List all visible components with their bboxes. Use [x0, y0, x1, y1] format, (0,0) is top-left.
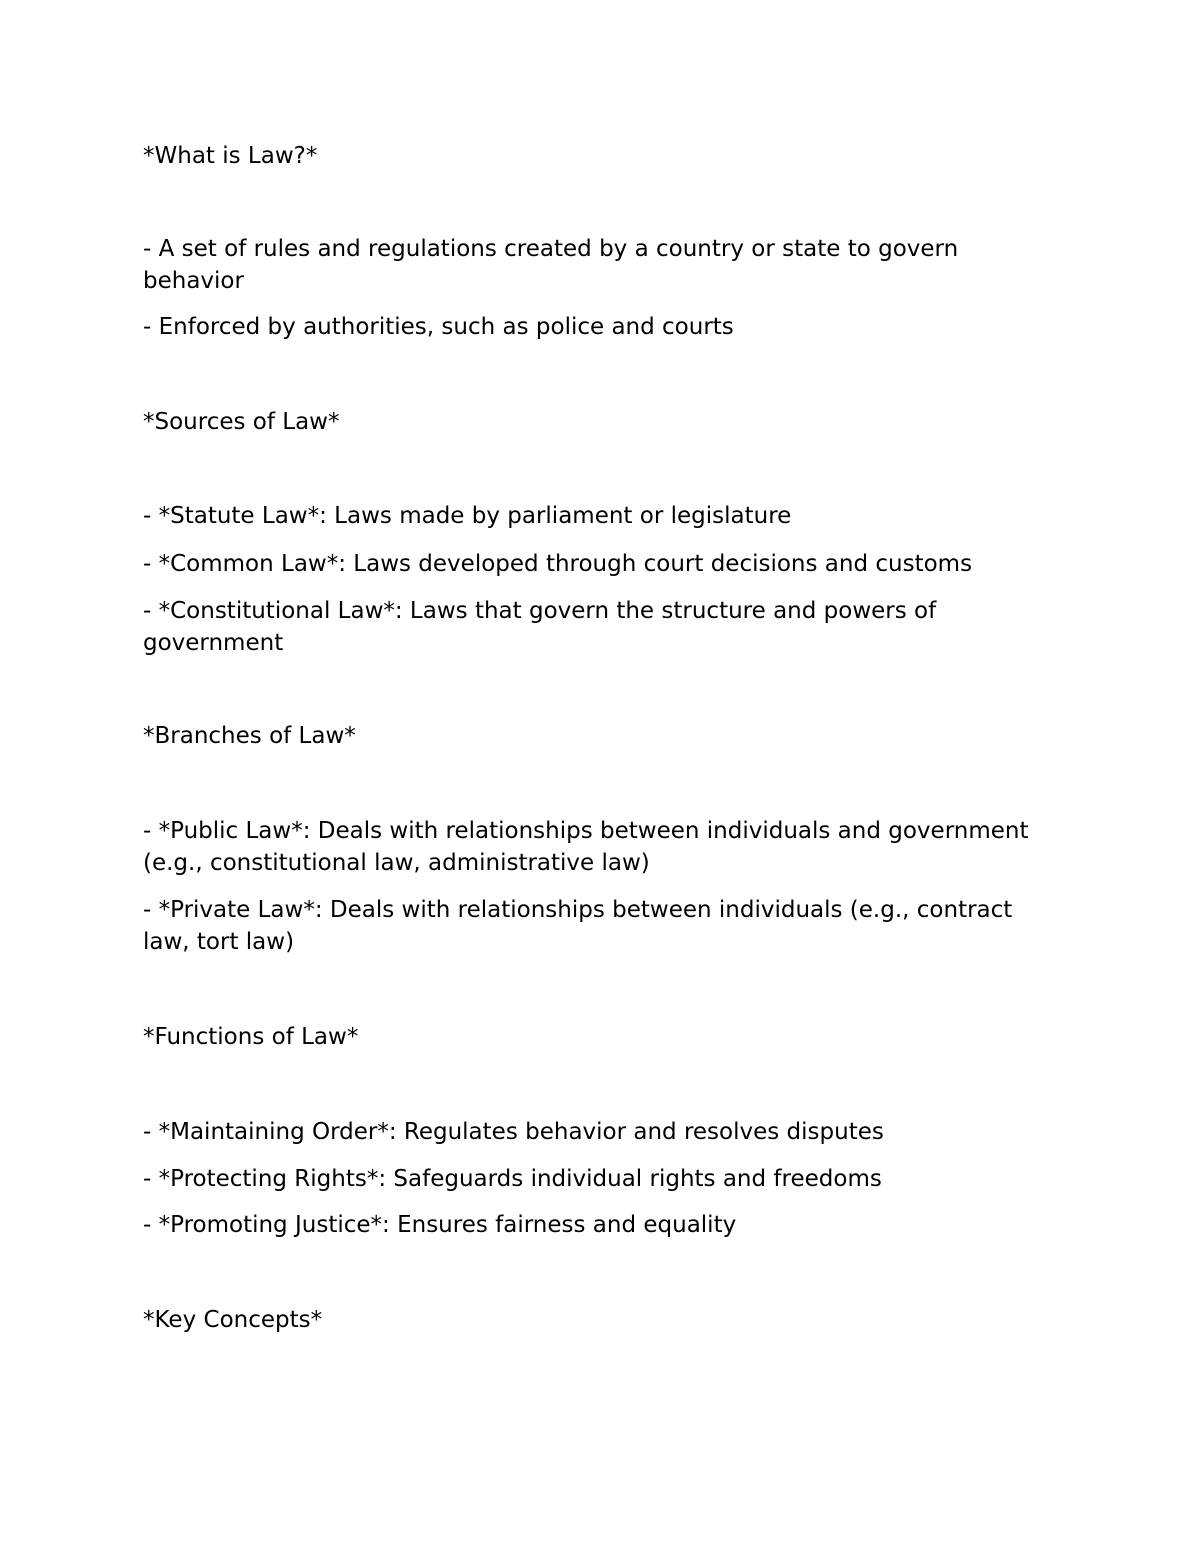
list-item: - *Promoting Justice*: Ensures fairness and equality [143, 1212, 737, 1238]
section-heading-sources-of-law: *Sources of Law* [143, 409, 340, 435]
section-heading-what-is-law: *What is Law?* [143, 143, 318, 169]
list-item: - A set of rules and regulations created by a country or state to govern behavior [143, 236, 959, 294]
list-item: - *Private Law*: Deals with relationships between individuals (e.g., contract law, tort law) [143, 897, 1013, 955]
section-heading-key-concepts: *Key Concepts* [143, 1307, 323, 1333]
list-item: - *Statute Law*: Laws made by parliament or legislature [143, 503, 792, 529]
list-item: - *Protecting Rights*: Safeguards individual rights and freedoms [143, 1166, 882, 1192]
section-heading-branches-of-law: *Branches of Law* [143, 723, 356, 749]
list-item: - *Maintaining Order*: Regulates behavior and resolves disputes [143, 1119, 884, 1145]
list-item: - *Public Law*: Deals with relationships between individuals and government (e.g., constitutional law, administrative law) [143, 818, 1029, 876]
list-item: - *Common Law*: Laws developed through court decisions and customs [143, 551, 973, 577]
list-item: - Enforced by authorities, such as police and courts [143, 314, 734, 340]
list-item: - *Constitutional Law*: Laws that govern the structure and powers of government [143, 598, 937, 656]
section-heading-functions-of-law: *Functions of Law* [143, 1024, 359, 1050]
